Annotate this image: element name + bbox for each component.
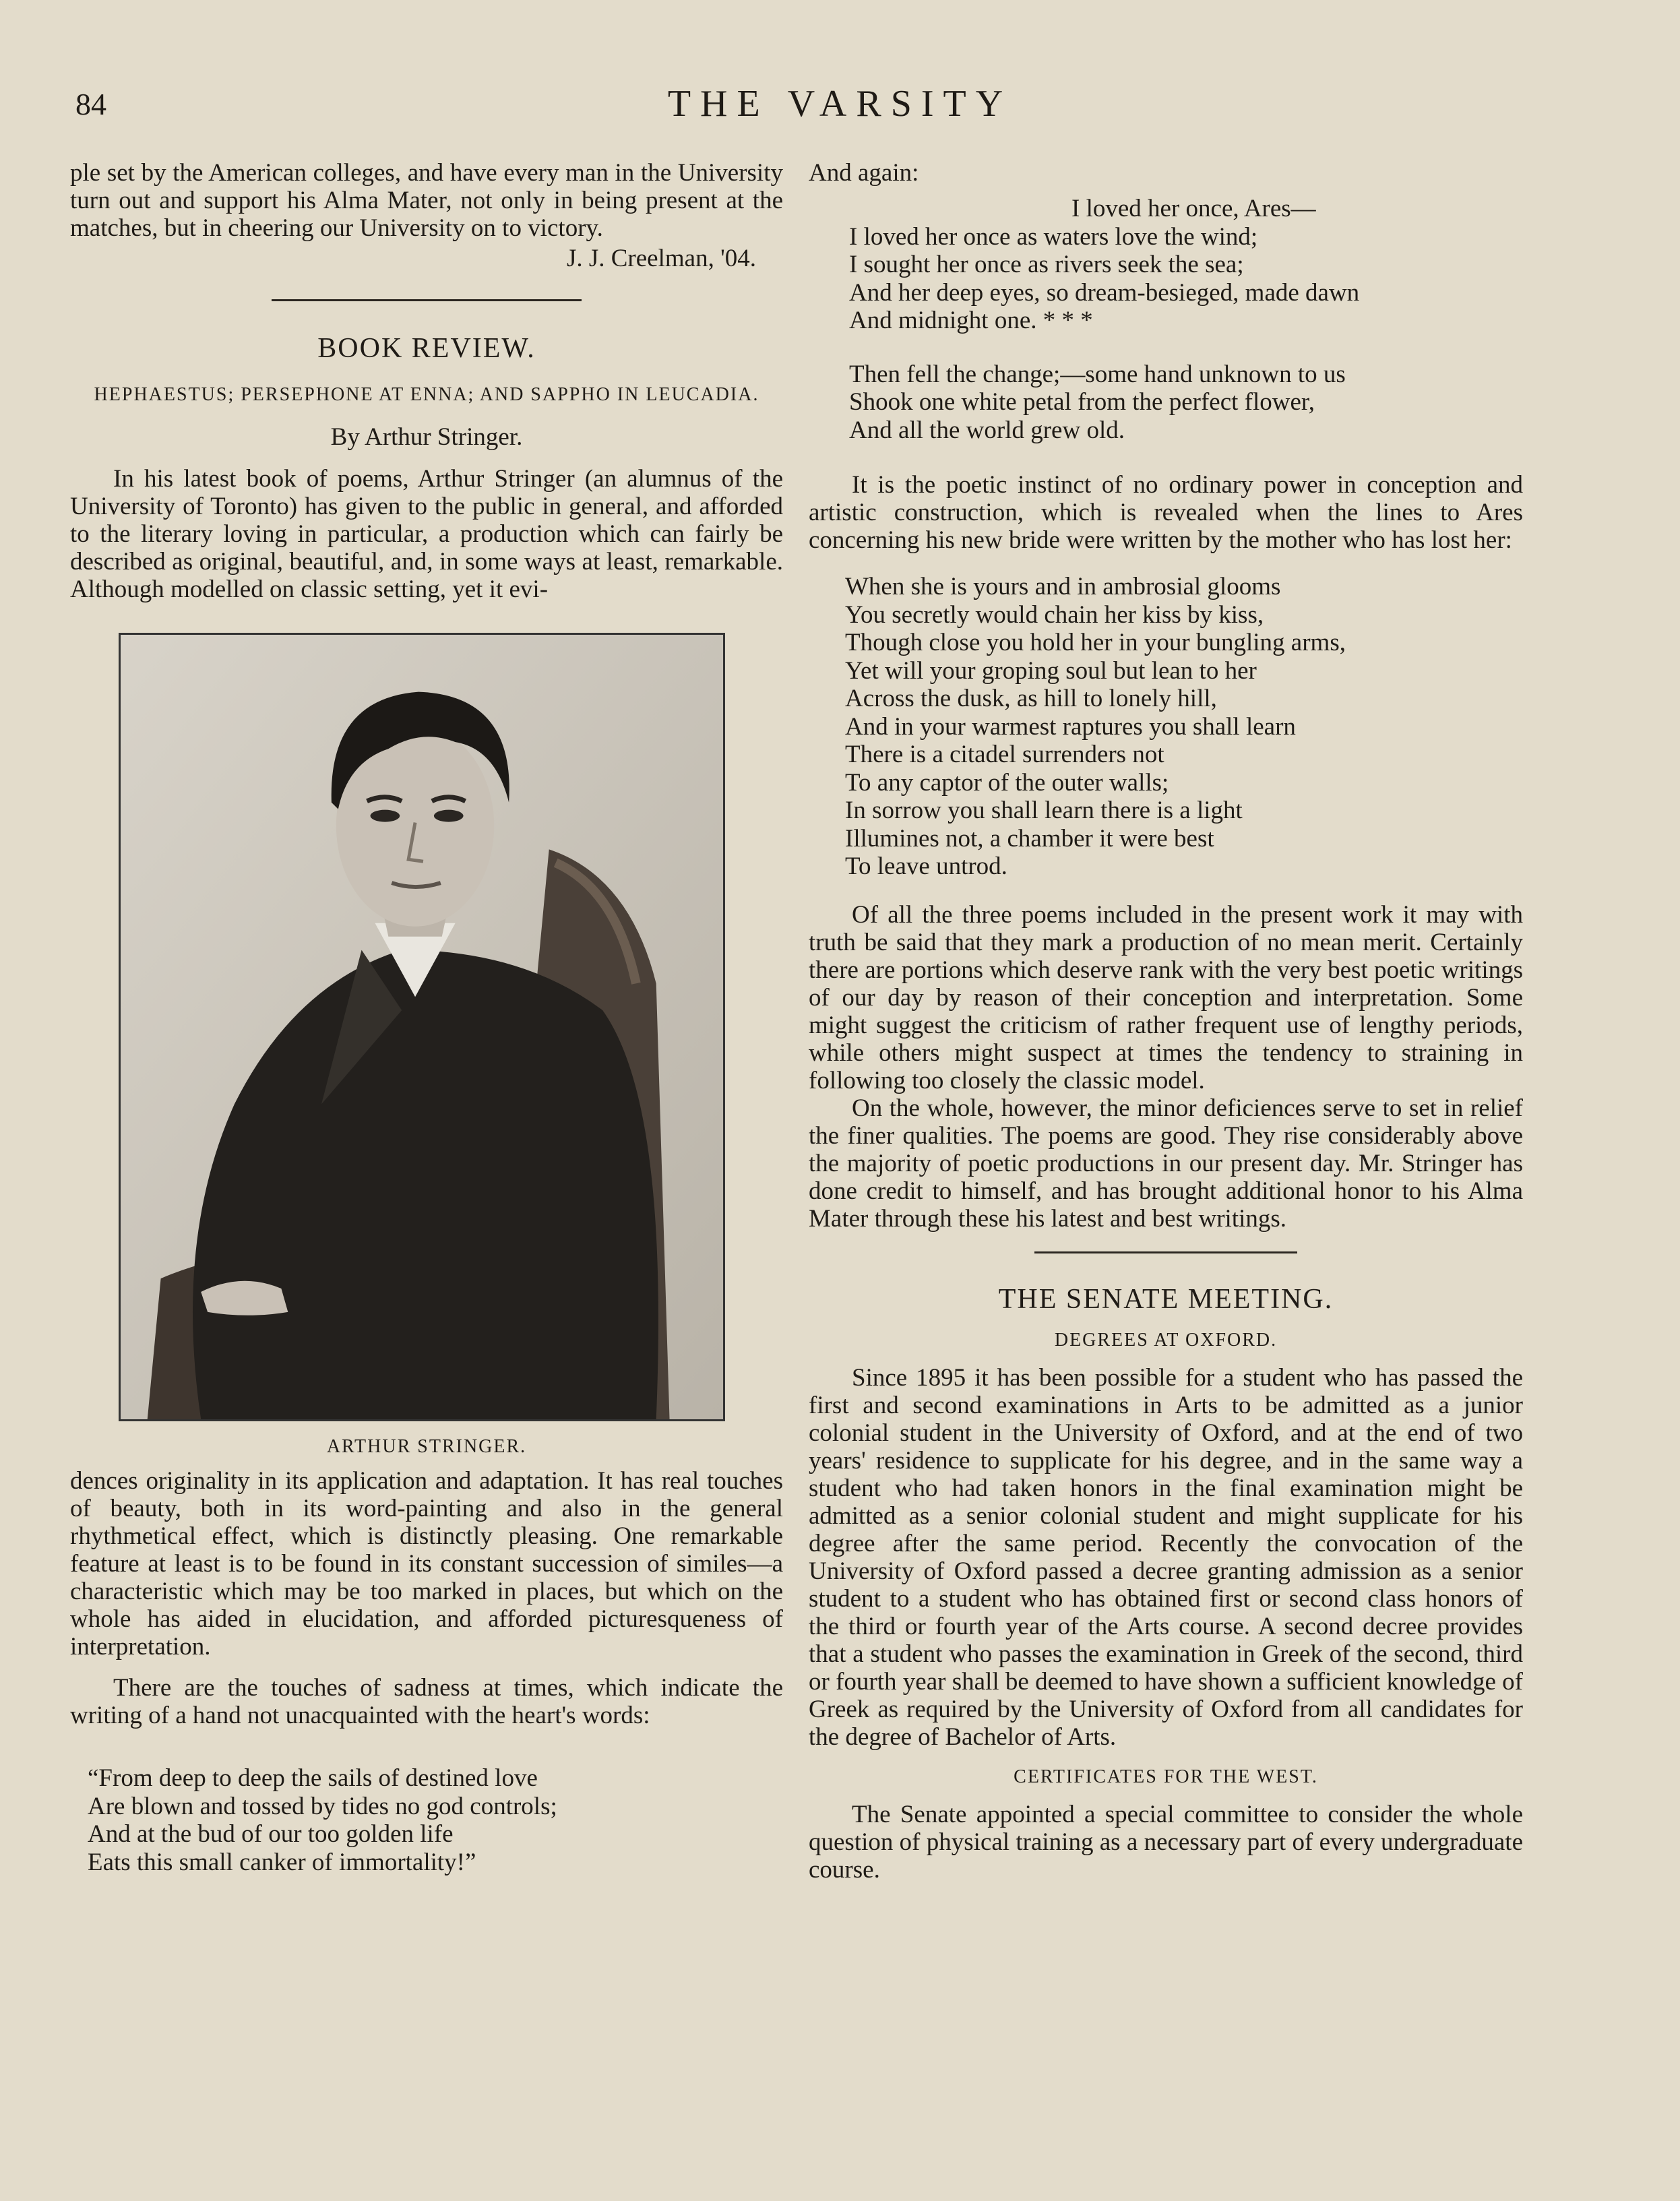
page-number: 84: [75, 87, 106, 121]
poem-line: To any captor of the outer walls;: [845, 768, 1169, 797]
review-subtitle: HEPHAESTUS; PERSEPHONE AT ENNA; AND SAPPHO IN LEUCADIA.: [94, 384, 759, 405]
book-review-heading: BOOK REVIEW.: [317, 333, 536, 364]
west-paragraph: The Senate appointed a special committee to consider the whole question of physical training as a necessary part of every undergraduate course.: [809, 1800, 1523, 1884]
quote-line: “From deep to deep the sails of destined love: [88, 1764, 538, 1792]
poem-line: Illumines not, a chamber it were best: [845, 824, 1214, 852]
poem-block-3: [809, 573, 1523, 881]
review-paragraph-3: There are the touches of sadness at times, which indicate the writing of a hand not unacquainted with the heart's words:: [70, 1674, 783, 1729]
poem-block-1: [809, 195, 1523, 335]
signature: J. J. Creelman, '04.: [566, 245, 756, 272]
poem-line: Though close you hold her in your bungling arms,: [845, 629, 1346, 656]
and-again-text: And again:: [809, 159, 919, 187]
section-divider: [1034, 1251, 1297, 1253]
portrait-image: [121, 635, 723, 1419]
left-column: [70, 159, 783, 1876]
quote-line: Are blown and tossed by tides no god controls;: [88, 1792, 557, 1820]
three-poems-paragraph: Of all the three poems included in the present work it may with truth be said that they mark a production of no mean merit. Certainly there are portions which deserve rank with the very best poetic writings of our day by reason of their conception and interpretation. Some might suggest the criticism of rather frequent use of lengthy periods, while others might suspect at times the tendency to straining in following too closely the classic model.: [809, 900, 1523, 1094]
poem-line: And midnight one. * * *: [849, 307, 1093, 334]
poem-line: I loved her once as waters love the wind;: [849, 222, 1258, 251]
poem-line: There is a citadel surrenders not: [845, 741, 1164, 768]
poem-line: In sorrow you shall learn there is a light: [845, 797, 1243, 824]
intro-paragraph: ple set by the American colleges, and have every man in the University turn out and support his Alma Mater, not only in being present at the matches, but in cheering our University on to victory.: [70, 159, 783, 242]
poem-line: And all the world grew old.: [849, 416, 1125, 444]
quote-block: [70, 1764, 783, 1876]
masthead-title: THE VARSITY: [667, 83, 1013, 125]
on-the-whole-paragraph: On the whole, however, the minor deficiences serve to set in relief the finer qualities. The poems are good. They rise considerably above the majority of poetic productions in our present day. Mr. Stringer has done credit to himself, and has brought additional honor to his Alma Mater through these his latest and best writings.: [809, 1094, 1523, 1233]
review-paragraph-1: In his latest book of poems, Arthur Stringer (an alumnus of the University of Toronto) has given to the public in general, and afforded to the literary loving in particular, a production which can fairly be described as original, beautiful, and, in some ways at least, remarkable. Although modelled on classic setting, yet it evi-: [70, 465, 783, 603]
poem-line: When she is yours and in ambrosial glooms: [845, 573, 1281, 600]
poem-line: I sought her once as rivers seek the sea;: [849, 251, 1244, 278]
quote-line: Eats this small canker of immortality!”: [88, 1848, 476, 1876]
poem-line: I loved her once, Ares—: [1071, 195, 1316, 222]
poem-line: Then fell the change;—some hand unknown to us: [849, 360, 1346, 388]
poem-block-2: [809, 361, 1523, 445]
review-paragraph-2: dences originality in its application and adaptation. It has real touches of beauty, both in its word-painting and also in the general rhythmetical effect, which is distinctly pleasing. One remarkable feature at least is to be found in its constant succession of similes—a characteristic which may be too marked in places, but which on the whole has aided in elucidation, and afforded picturesqueness of interpretation.: [70, 1467, 783, 1661]
right-column: [809, 159, 1523, 1884]
quote-line: And at the bud of our too golden life: [88, 1820, 454, 1848]
senate-meeting-heading: THE SENATE MEETING.: [998, 1283, 1334, 1315]
poem-line: Shook one white petal from the perfect flower,: [849, 388, 1315, 416]
photo-caption: ARTHUR STRINGER.: [326, 1436, 527, 1457]
poem-line: To leave untrod.: [845, 852, 1007, 880]
poem-line: Yet will your groping soul but lean to her: [845, 656, 1257, 685]
poem-line: And in your warmest raptures you shall learn: [845, 712, 1296, 741]
portrait-photo: [119, 633, 725, 1421]
section-divider: [272, 299, 582, 301]
oxford-subheading: DEGREES AT OXFORD.: [1054, 1329, 1278, 1351]
oxford-paragraph: Since 1895 it has been possible for a student who has passed the first and second examinations in Arts to be admitted as a junior colonial student in the University of Oxford, and at the end of two years' residence to supplicate for his degree, and in the same way a student who had taken honors in the final examination might be admitted as a senior colonial student and might supplicate for his degree after the same period. Recently the convocation of the University of Oxford passed a decree granting admission as a senior student to a student who has obtained first or second class honors of the third or fourth year of the Arts course. A second decree provides that a student who passes the examination in Greek of the second, third or fourth year shall be deemed to have shown a sufficient knowledge of Greek as required by the University of Oxford from all candidates for the degree of Bachelor of Arts.: [809, 1363, 1523, 1751]
review-byline: By Arthur Stringer.: [330, 423, 523, 451]
poem-line: And her deep eyes, so dream-besieged, made dawn: [849, 278, 1360, 307]
poem-line: Across the dusk, as hill to lonely hill,: [845, 685, 1217, 712]
poem-line: You secretly would chain her kiss by kiss,: [845, 600, 1264, 629]
poetic-instinct-paragraph: It is the poetic instinct of no ordinary power in conception and artistic construction, which is revealed when the lines to Ares concerning his new bride were written by the mother who has lost her:: [809, 471, 1523, 554]
west-subheading: CERTIFICATES FOR THE WEST.: [1014, 1766, 1318, 1787]
